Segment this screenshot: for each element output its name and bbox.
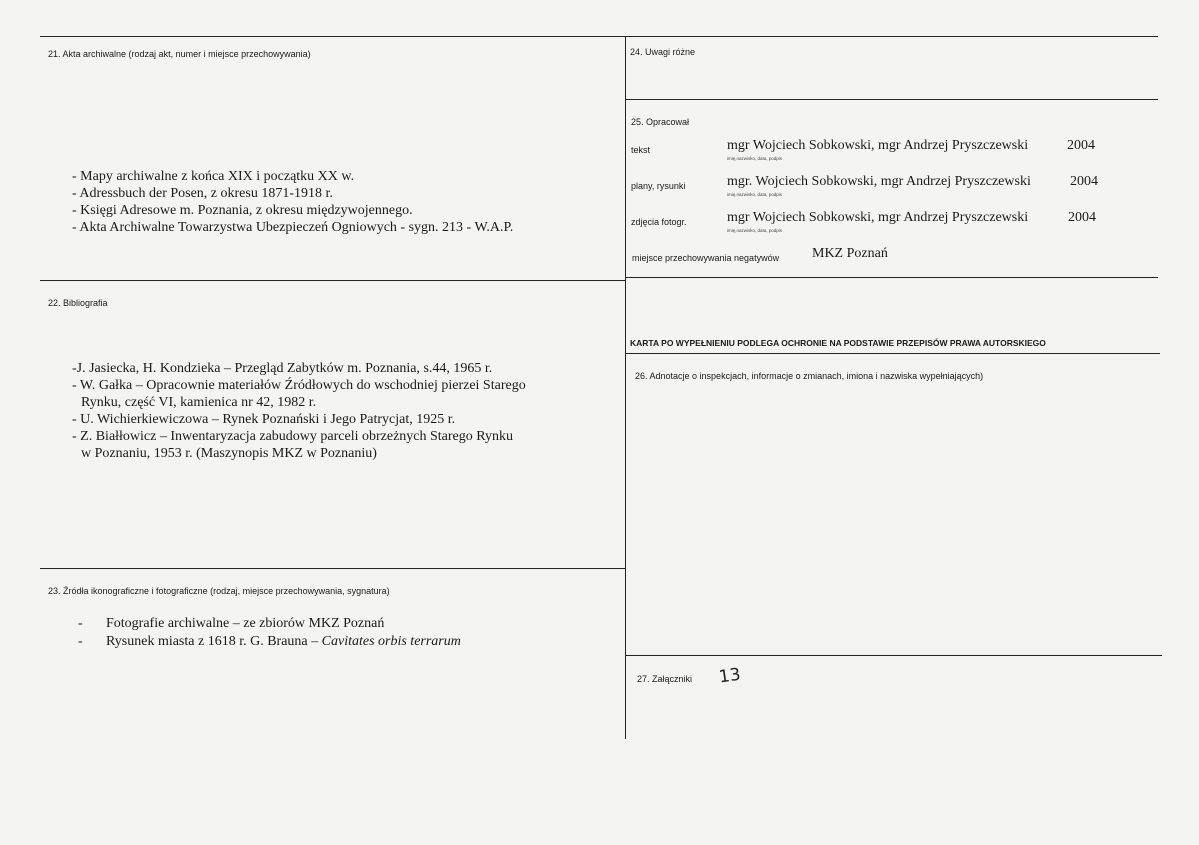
row-value-plany: mgr. Wojciech Sobkowski, mgr Andrzej Pryszczewski — [727, 174, 1031, 189]
divider-22-23 — [40, 568, 625, 569]
row-year-tekst: 2004 — [1067, 138, 1095, 153]
list-item: - U. Wichierkiewiczowa – Rynek Poznański i Jego Patrycjat, 1925 r. — [72, 412, 456, 427]
section-22-title: 22. Bibliografia — [48, 298, 108, 308]
dash: - — [78, 616, 83, 631]
list-item: - W. Gałka – Opracownie materiałów Źródłowych do wschodniej pierzei Starego — [72, 378, 526, 393]
section-26-title: 26. Adnotacje o inspekcjach, informacje o zmianach, imiona i nazwiska wypełniających) — [635, 371, 984, 381]
section-21-title: 21. Akta archiwalne (rodzaj akt, numer i miejsce przechowywania) — [48, 49, 311, 59]
list-item: Rynku, część VI, kamienica nr 42, 1982 r. — [81, 395, 317, 410]
section-27-title: 27. Załączniki — [637, 674, 693, 684]
section-23-item-1 — [78, 615, 384, 632]
list-item: w Poznaniu, 1953 r. (Maszynopis MKZ w Poznaniu) — [81, 446, 377, 461]
list-item: - Mapy archiwalne z końca XIX i początku XX w. — [72, 169, 355, 184]
row-caption: imię,nazwisko, data, podpis — [727, 228, 783, 233]
row-label-plany: plany, rysunki — [631, 181, 686, 191]
divider-25-bottom — [625, 277, 1158, 278]
negatives-value: MKZ Poznań — [812, 246, 888, 261]
divider-copyright — [625, 353, 1160, 354]
center-divider — [625, 36, 626, 739]
section-21-list — [72, 168, 513, 236]
section-23-item-2 — [78, 633, 461, 650]
negatives-label: miejsce przechowywania negatywów — [632, 253, 780, 263]
item-title-italic: Cavitates orbis terrarum — [321, 634, 461, 649]
section-25-title: 25. Opracował — [631, 117, 690, 127]
row-year-plany: 2004 — [1070, 174, 1098, 189]
row-value-tekst: mgr Wojciech Sobkowski, mgr Andrzej Pryszczewski — [727, 138, 1029, 153]
row-label-zdjecia: zdjęcia fotogr. — [631, 217, 687, 227]
list-item: - Z. Białłowicz – Inwentaryzacja zabudowy parceli obrzeżnych Starego Rynku — [72, 429, 514, 444]
row-caption: imię,nazwisko, data, podpis — [727, 156, 783, 161]
row-label-tekst: tekst — [631, 145, 651, 155]
list-item: -J. Jasiecka, H. Kondzieka – Przegląd Zabytków m. Poznania, s.44, 1965 r. — [72, 361, 493, 376]
section-24-title: 24. Uwagi różne — [630, 47, 696, 57]
attachments-count: 13 — [717, 664, 742, 688]
row-caption: imię,nazwisko, data, podpis — [727, 192, 783, 197]
row-year-zdjecia: 2004 — [1068, 210, 1096, 225]
list-item: - Księgi Adresowe m. Poznania, z okresu międzywojennego. — [72, 203, 413, 218]
list-item: - Adressbuch der Posen, z okresu 1871-1918 r. — [72, 186, 333, 201]
divider-24-25 — [625, 99, 1158, 100]
item-text: Rysunek miasta z 1618 r. G. Brauna – — [106, 634, 322, 649]
list-item: - Akta Archiwalne Towarzystwa Ubezpieczeń Ogniowych - sygn. 213 - W.A.P. — [72, 220, 514, 235]
copyright-notice: KARTA PO WYPEŁNIENIU PODLEGA OCHRONIE NA PODSTAWIE PRZEPISÓW PRAWA AUTORSKIEGO — [630, 338, 1046, 348]
divider-26-27 — [625, 655, 1162, 656]
section-22-list — [72, 360, 526, 462]
row-value-zdjecia: mgr Wojciech Sobkowski, mgr Andrzej Pryszczewski — [727, 210, 1029, 225]
item-text: Fotografie archiwalne – ze zbiorów MKZ Poznań — [106, 616, 385, 631]
dash: - — [78, 634, 83, 649]
top-border — [40, 36, 1158, 37]
divider-21-22 — [40, 280, 625, 281]
section-23-title: 23. Źródła ikonograficzne i fotograficzne (rodzaj, miejsce przechowywania, sygnatura) — [48, 586, 390, 596]
